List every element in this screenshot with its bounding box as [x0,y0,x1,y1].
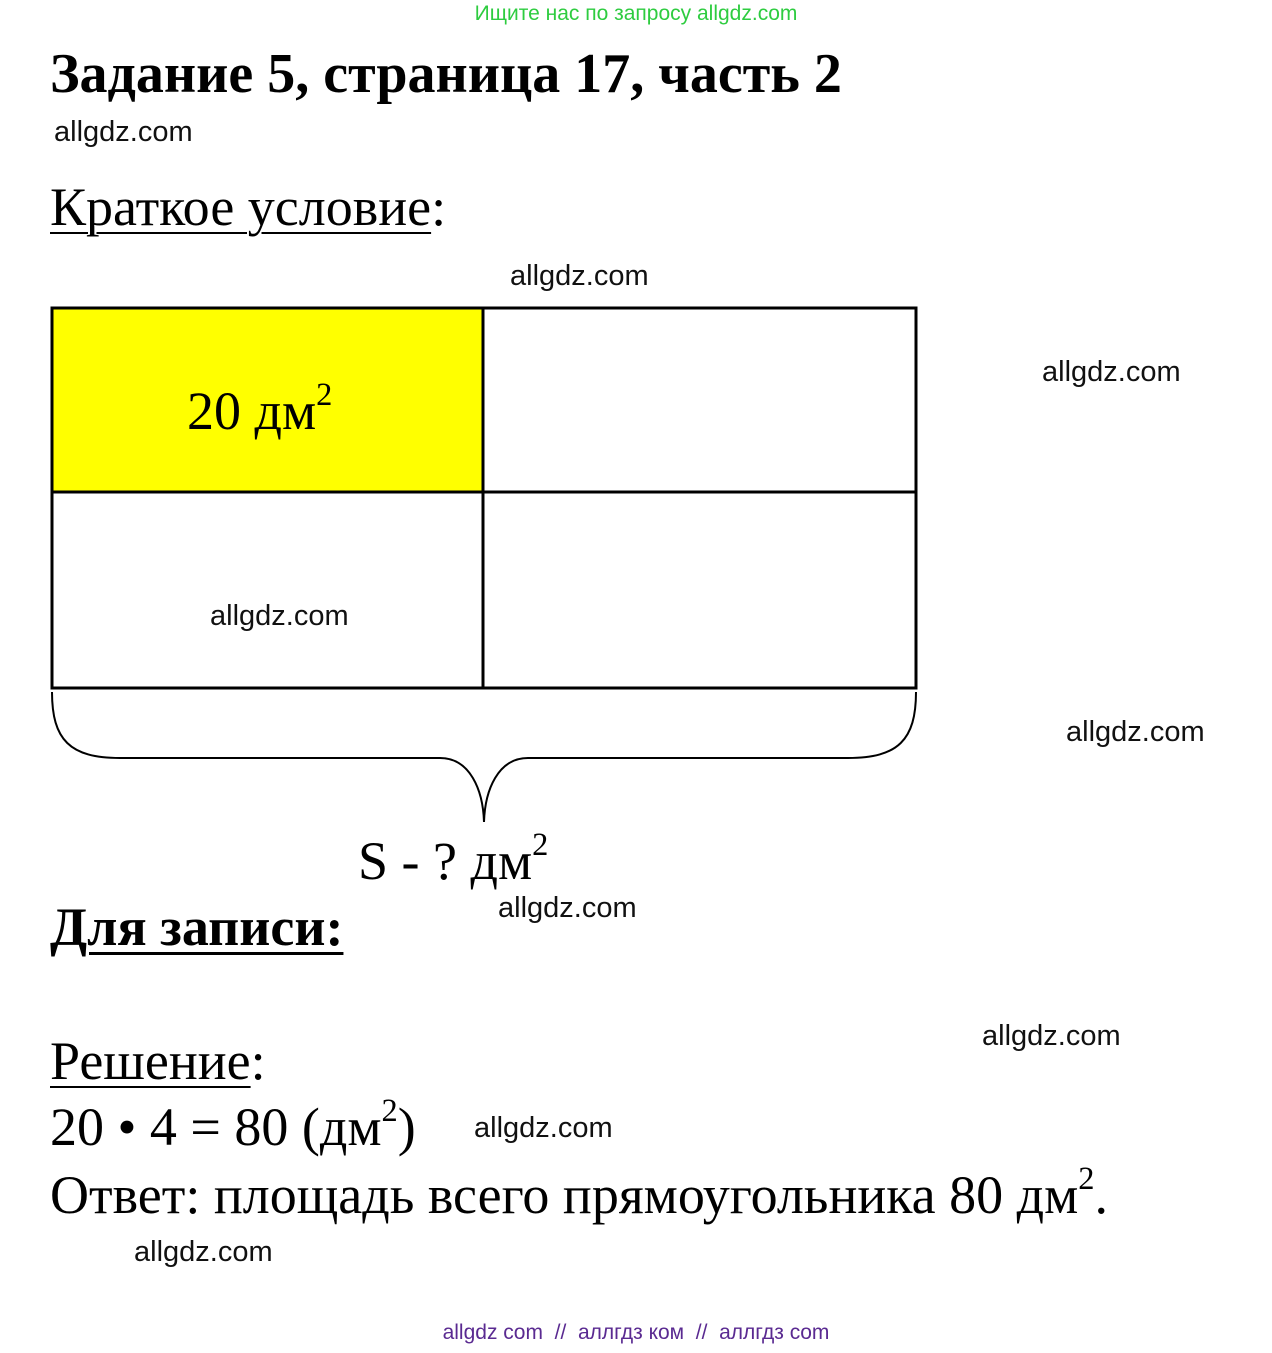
answer-line [50,1160,1108,1226]
solution-colon: : [250,1031,266,1091]
watermark: allgdz.com [510,260,649,292]
watermark: allgdz.com [474,1112,613,1144]
answer-exponent: 2 [1078,1160,1095,1197]
total-area-question [358,826,549,892]
brief-condition-colon: : [431,177,447,237]
question-exponent: 2 [532,826,549,863]
cell-area-exponent: 2 [316,376,333,413]
cell-area-label [187,376,333,442]
watermark: allgdz.com [54,116,193,148]
watermark: allgdz.com [1066,716,1205,748]
curly-brace [52,692,916,822]
equation-text: 20 • 4 = 80 (дм [50,1097,382,1157]
solution-label: Решение [50,1031,251,1091]
watermark: allgdz.com [1042,356,1181,388]
question-value: S - ? дм [358,831,533,891]
solution-heading [50,1030,266,1092]
record-heading [50,896,343,958]
solution-equation [50,1092,416,1158]
watermark: allgdz.com [982,1020,1121,1052]
footer-links[interactable]: allgdz com // аллгдз ком // аллгдз com [442,1321,830,1344]
page-title: Задание 5, страница 17, часть 2 [50,43,842,105]
search-banner: Ищите нас по запросу allgdz.com [474,2,798,25]
equation-close: ) [397,1097,416,1157]
brief-condition-label: Краткое условие [50,177,432,237]
answer-text: Ответ: площадь всего прямоугольника 80 дм [50,1165,1079,1225]
watermark: allgdz.com [134,1236,273,1268]
equation-exponent: 2 [381,1092,398,1129]
record-label: Для записи: [50,897,344,957]
watermark: allgdz.com [210,600,349,632]
watermark: allgdz.com [498,892,637,924]
answer-period: . [1094,1165,1108,1225]
cell-area-value: 20 дм [187,381,317,441]
